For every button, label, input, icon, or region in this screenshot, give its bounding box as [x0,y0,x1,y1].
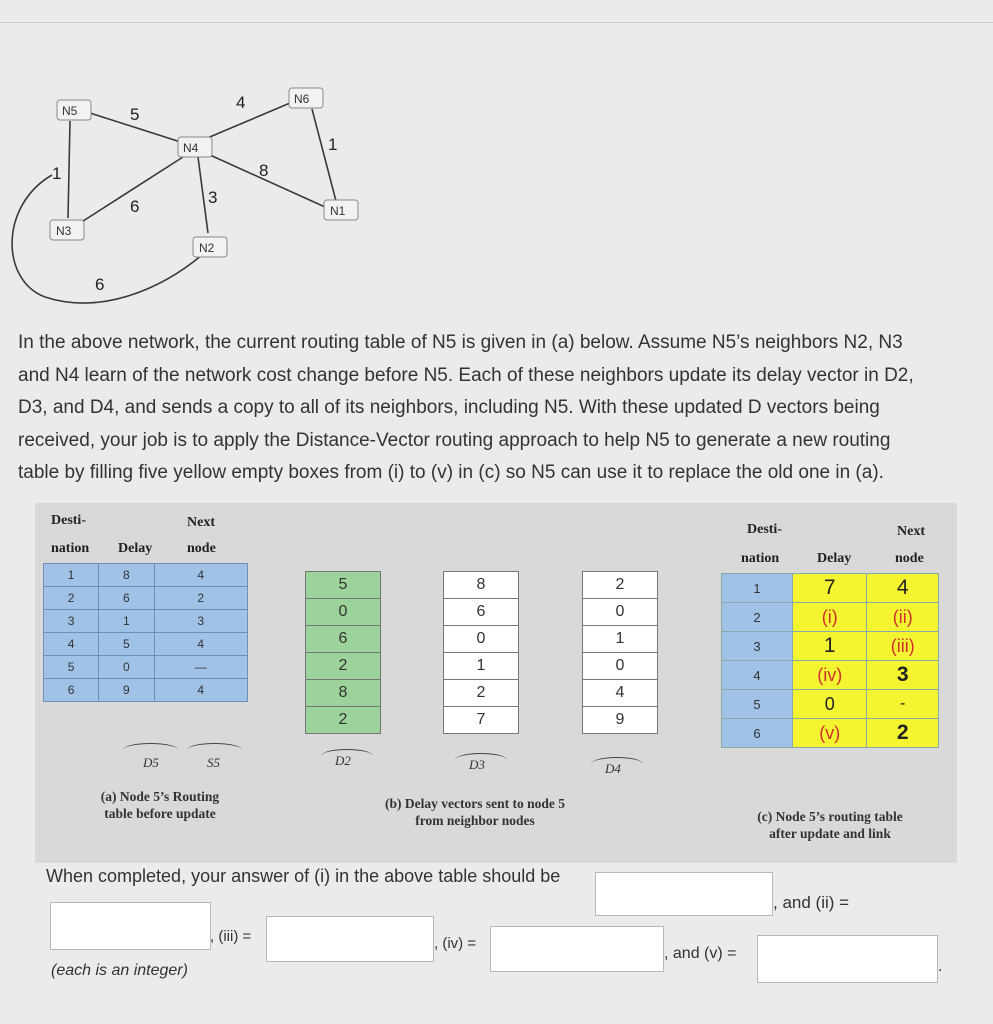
blank-ii: (ii) [867,603,939,632]
label-iv: , (iv) = [434,935,477,952]
caption-a: (a) Node 5’s Routing table before update [100,789,220,821]
label-d3: D3 [469,757,485,772]
table-a-header-delay: Delay [118,541,153,556]
svg-text:N6: N6 [294,92,310,106]
weight-n4-n2: 3 [208,188,218,207]
answer-iii-input[interactable] [266,916,434,962]
label-and-ii: , and (ii) = [773,893,850,912]
edge-n4-n6 [205,103,290,139]
table-row: 4 (iv) 3 [722,661,939,690]
period: . [938,958,943,975]
table-c-header-next: Next [897,524,925,539]
vector-d2: 5 0 6 2 8 2 [305,571,381,734]
svg-text:N5: N5 [62,104,78,118]
label-s5: S5 [207,755,220,770]
label-iii: , (iii) = [210,928,252,945]
blank-v: (v) [793,719,867,748]
question-line: table by filling five yellow empty boxes from (i) to (v) in (c) so N5 can use it to replace the old one in (a). [18,462,884,483]
node-n6 [289,88,323,108]
weight-n5-n3: 1 [52,164,62,183]
table-row: 6 9 4 [44,679,248,702]
svg-text:N1: N1 [330,204,346,218]
table-row: 3 1 3 [44,610,248,633]
weight-n4-n1: 8 [259,161,269,180]
label-d5: D5 [143,755,159,770]
svg-text:N3: N3 [56,224,72,238]
edge-n5-n3 [68,121,70,218]
table-row: 1 8 4 [44,564,248,587]
table-row: 3 1 (iii) [722,632,939,661]
edge-n6-n1 [312,109,336,201]
label-and-v: , and (v) = [664,945,737,962]
edge-n5-n4 [90,113,190,145]
table-a-header-dest2: nation [51,541,90,556]
table-row: 5 0 — [44,656,248,679]
svg-text:N2: N2 [199,241,215,255]
table-c-header-dest: Desti- [747,522,782,537]
table-a-header-next: Next [187,515,215,530]
table-row: 2 6 2 [44,587,248,610]
question-line: and N4 learn of the network cost change before N5. Each of these neighbors update its delay vector in D2, [18,364,914,386]
table-row: 2 (i) (ii) [722,603,939,632]
blank-iv: (iv) [793,661,867,690]
answer-ii-input[interactable] [50,902,211,950]
node-n4 [178,137,212,157]
brace-s5 [187,743,242,750]
table-row: 6 (v) 2 [722,719,939,748]
node-n3 [50,220,84,240]
brace-d5 [123,743,178,750]
table-c-routing-after [721,573,939,748]
weight-n3-n2-loop: 6 [95,275,105,294]
svg-text:N4: N4 [183,141,199,155]
blank-iii: (iii) [867,632,939,661]
question-line: In the above network, the current routing table of N5 is given in (a) below. Assume N5’s neighbors N2, N3 [18,332,903,353]
edge-n4-n2 [198,157,208,233]
node-n5 [57,100,91,120]
answer-prompt: When completed, your answer of (i) in the above table should be [46,866,561,886]
answer-iv-input[interactable] [490,926,664,972]
table-a-header-node: node [187,541,216,556]
blank-i: (i) [793,603,867,632]
answer-i-input[interactable] [595,872,773,916]
node-n1 [324,200,358,220]
weight-n6-n1: 1 [328,135,338,154]
table-a-routing-before [43,563,248,702]
vector-d4: 2 0 1 0 4 9 [582,571,658,734]
top-divider [0,22,993,23]
table-row: 1 7 4 [722,574,939,603]
weight-n4-n6: 4 [236,93,246,112]
routing-tables-panel [35,503,957,863]
question-line: received, your job is to apply the Distance-Vector routing approach to help N5 to generate a new routing [18,429,891,451]
table-row: 4 5 4 [44,633,248,656]
label-d2: D2 [335,753,351,768]
table-c-header-node: node [895,551,924,566]
question-text [18,327,993,490]
node-n2 [193,237,227,257]
table-a-header-dest: Desti- [51,513,86,528]
edge-n3-n2-loop [12,175,202,303]
weight-n5-n4: 5 [130,105,140,124]
network-diagram [0,75,400,315]
label-d4: D4 [605,761,621,776]
vector-d3: 8 6 0 1 2 7 [443,571,519,734]
table-c-header-delay: Delay [817,551,852,566]
table-c-header-dest2: nation [741,551,780,566]
answer-v-input[interactable] [757,935,938,983]
question-line: D3, and D4, and sends a copy to all of its neighbors, including N5. With these updated D vectors being [18,397,880,418]
caption-c: (c) Node 5’s routing table after update and link [757,809,903,841]
table-row: 5 0 - [722,690,939,719]
caption-b: (b) Delay vectors sent to node 5 from neighbor nodes [385,796,565,828]
integer-note: (each is an integer) [51,962,188,979]
weight-n3-n4: 6 [130,197,140,216]
